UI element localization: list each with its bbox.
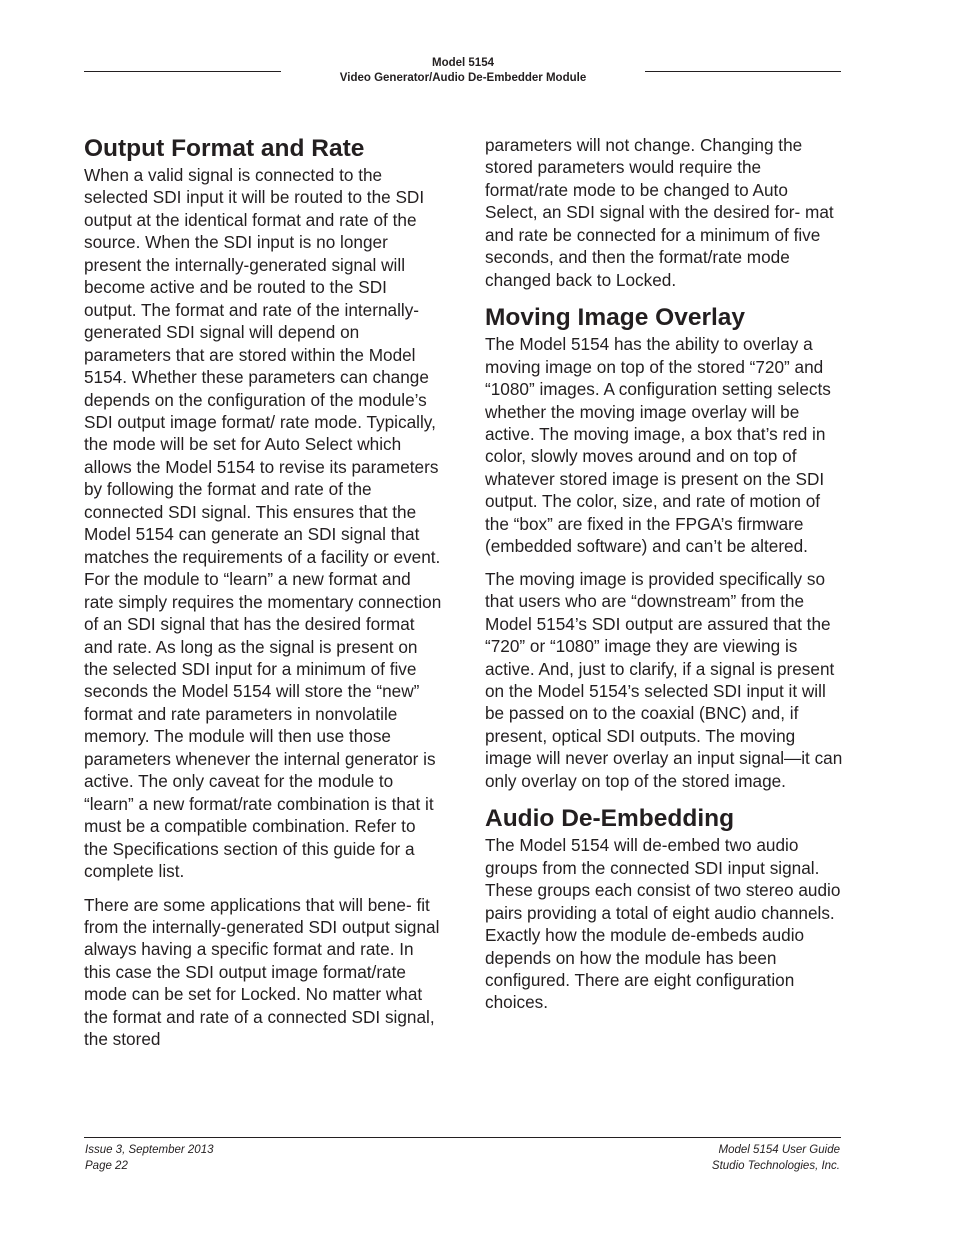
footer-page-number: Page 22 — [85, 1159, 128, 1172]
paragraph: For the module to “learn” a new format and rate simply requires the momentary connection of an SDI signal that has the desired format and rate. As long as the signal is present on the selected SDI input for a minimum of five seconds the Model 5154 will store the “new” format and rate parameters in nonvolatile memory. The module will then use those parameters whenever the internal generator is active. The only caveat for the module to “learn” a new format/rate combination is that it must be a compatible combination. Refer to the Specifications section of this guide for a complete list. — [84, 569, 442, 882]
footer-left — [85, 1143, 214, 1174]
header-rule-right — [645, 71, 841, 72]
header-model: Model 5154 — [432, 57, 494, 69]
footer-right — [712, 1143, 840, 1174]
paragraph: When a valid signal is connected to the selected SDI input it will be routed to the SDI output at the identical format and rate of the source. When the SDI input is no longer present the internally-generated signal will become active and be routed to the SDI output. The format and rate of the internally-generated SDI signal will depend on parameters that are stored within the Model 5154. Whether these parameters can change depends on the configuration of the module’s SDI output image format/ rate mode. Typically, the mode will be set for Auto Select which allows the Model 5154 to revise its parameters by following the format and rate of the connected SDI signal. This ensures that the Model 5154 can generate an SDI signal that matches the requirements of a facility or event. — [84, 165, 441, 567]
footer-rule — [84, 1137, 841, 1138]
left-column — [84, 134, 442, 1051]
footer-company: Studio Technologies, Inc. — [711, 1159, 840, 1172]
paragraph-continuation: parameters will not change. Changing the stored parameters would require the format/rate mode to be changed to Auto Select, an SDI signal with the desired for- mat and rate be connected for a minimum of five seconds, and then the format/rate mode changed back to Locked. — [485, 135, 834, 290]
heading-audio-de-embedding: Audio De-Embedding — [485, 805, 735, 833]
header-rule-left — [84, 71, 281, 72]
header-subtitle: Video Generator/Audio De-Embedder Module — [339, 72, 587, 84]
paragraph: The Model 5154 will de-embed two audio groups from the connected SDI input signal. These groups each consist of two stereo audio pairs providing a total of eight audio channels. Exactly how the module de-embeds audio depends on how the module has been configured. There are eight configuration choices. — [485, 835, 841, 1013]
right-column — [485, 134, 843, 1014]
spacer — [485, 291, 843, 303]
running-header — [281, 56, 645, 86]
paragraph: There are some applications that will bene- fit from the internally-generated SDI output signal always having a specific format and rate. In this case the SDI output image format/rate mode can be set for Locked. No matter what the format and rate of a connected SDI signal, the stored — [84, 894, 440, 1050]
spacer — [485, 792, 843, 804]
paragraph: The moving image is provided specifically so that users who are “downstream” from the Model 5154’s SDI output are assured that the “720” or “1080” image they are viewing is active. And, just to clarify, if a signal is present on the Model 5154’s selected SDI input it will be passed on to the coaxial (BNC) and, if present, optical SDI outputs. The moving image will never overlay an input signal—it can only overlay on top of the stored image. — [485, 568, 843, 791]
heading-output-format-and-rate: Output Format and Rate — [84, 135, 365, 162]
paragraph: The Model 5154 has the ability to overlay a moving image on top of the stored “720” and “1080” images. A configuration setting selects whether the moving image overlay will be active. The moving image, a box that’s red in color, slowly moves around and on top of whatever stored image is present on the SDI output. The color, size, and rate of motion of the “box” are fixed in the FPGA’s firmware (embedded software) and can’t be altered. — [485, 334, 831, 557]
heading-moving-image-overlay: Moving Image Overlay — [485, 304, 746, 332]
footer-issue: Issue 3, September 2013 — [85, 1144, 214, 1156]
footer-guide-title: Model 5154 User Guide — [718, 1144, 840, 1156]
